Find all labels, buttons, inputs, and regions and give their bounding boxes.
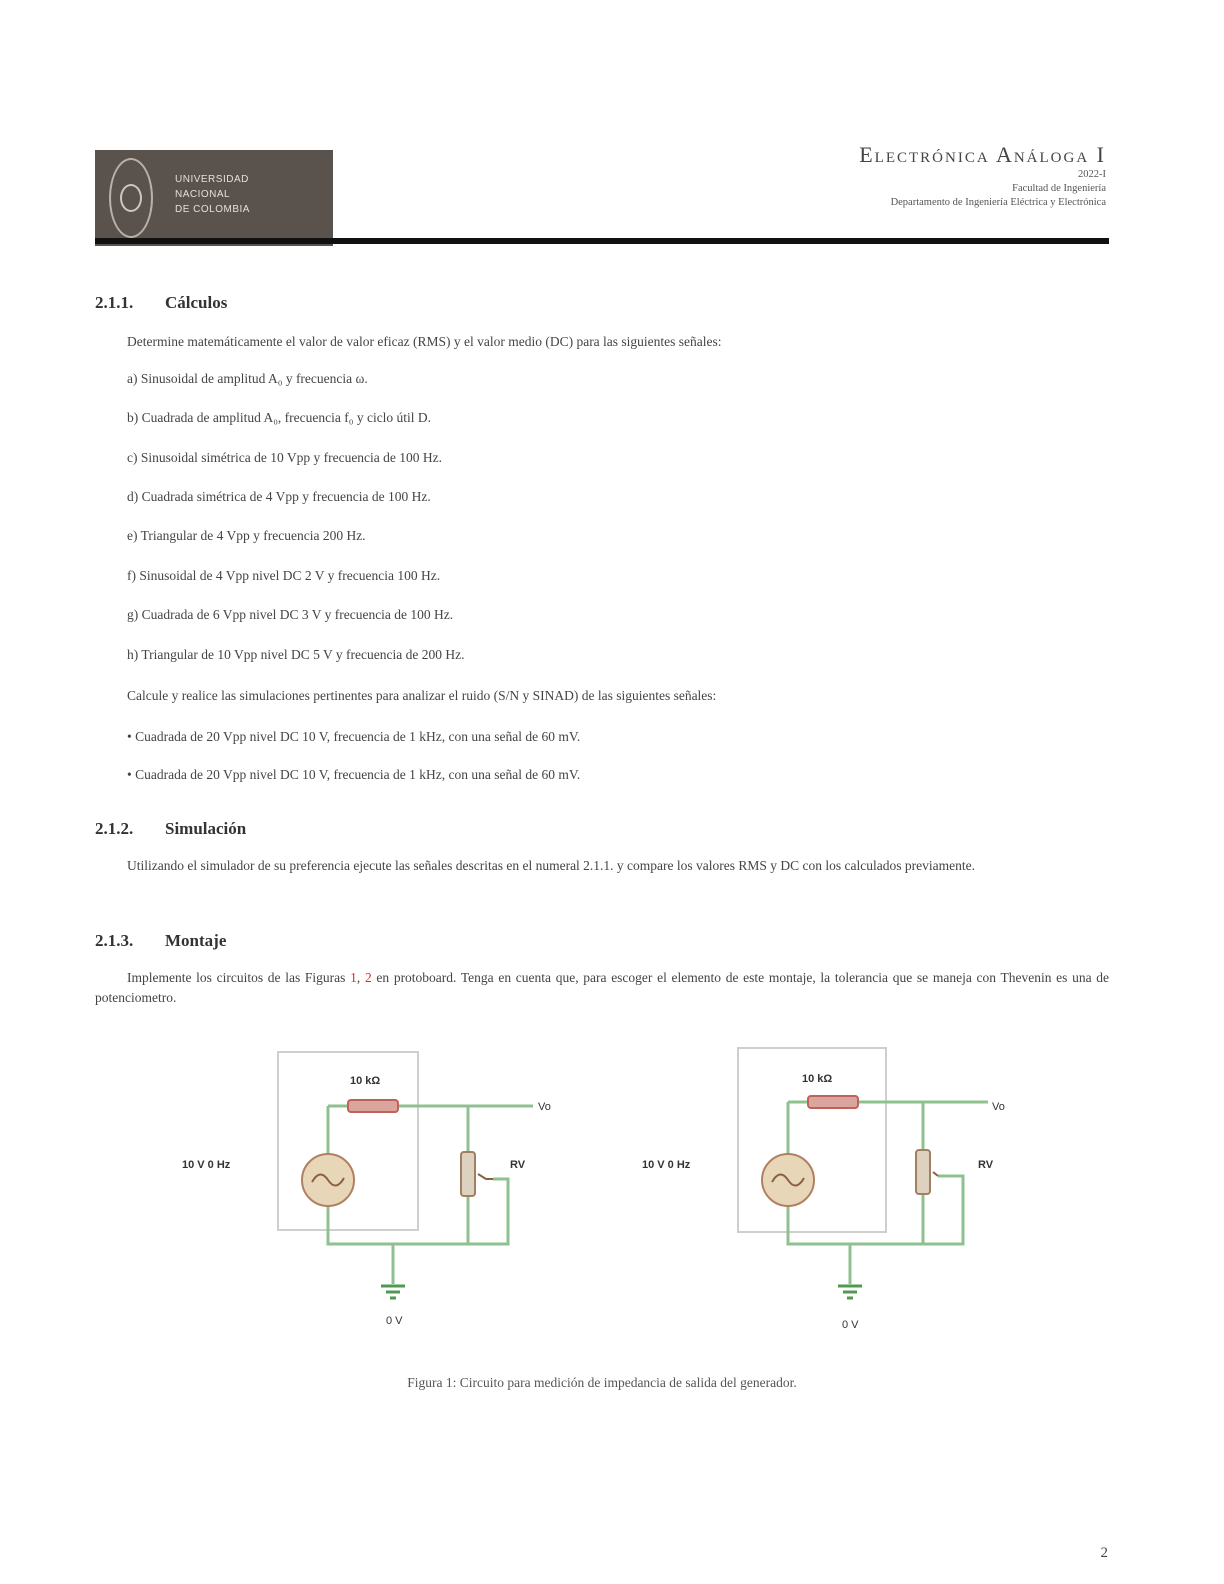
resistor-icon [348,1100,398,1112]
list-item: d) Cuadrada simétrica de 4 Vpp y frecuencia de 100 Hz. [127,489,431,504]
bullet-item: • Cuadrada de 20 Vpp nivel DC 10 V, frecuencia de 1 kHz, con una señal de 60 mV. [127,729,581,744]
calculos-intro: Determine matemáticamente el valor de valor eficaz (RMS) y el valor medio (DC) para las siguientes señales: [127,334,722,349]
list-item: f) Sinusoidal de 4 Vpp nivel DC 2 V y frecuencia 100 Hz. [127,568,441,583]
output-label: Vo [992,1101,1005,1113]
university-logo [95,150,333,246]
generator-box [278,1052,418,1230]
section-heading-simulacion: 2.1.2. Simulación [95,819,247,838]
section-heading-calculos: 2.1.1. Cálculos [95,293,228,312]
logo-text: UNIVERSIDAD NACIONAL DE COLOMBIA [175,174,250,215]
potentiometer-label: RV [978,1159,994,1171]
source-label: 10 V 0 Hz [642,1159,691,1171]
simulacion-text: Utilizando el simulador de su preferencia ejecute las señales descritas en el numeral 2.1.1. y compare los valores RMS y DC con los calculados previamente. [127,858,975,873]
figure-reference-link[interactable]: 1 [350,970,357,985]
output-label: Vo [538,1101,551,1113]
figure-caption: Figura 1: Circuito para medición de impedancia de salida del generador. [407,1375,797,1390]
resistor-icon [808,1096,858,1108]
resistor-label: 10 kΩ [802,1073,833,1085]
circuit-diagram-left [178,1044,578,1344]
montaje-text: Implemente los circuitos de las Figuras 1, 2 en protoboard. Tenga en cuenta que, para escoger el elemento de este montaje, la tolerancia que se maneja con Thevenin es una de potenciometro. [95,970,1109,1005]
circuit-diagram-right [638,1044,1038,1344]
header-semester: 2022-I [1078,169,1106,180]
resistor-label: 10 kΩ [350,1075,381,1087]
bullet-item: • Cuadrada de 20 Vpp nivel DC 10 V, frecuencia de 1 kHz, con una señal de 60 mV. [127,767,581,782]
list-item: b) Cuadrada de amplitud A₀, frecuencia f₀ y ciclo útil D. [127,410,432,425]
section-heading-montaje: 2.1.3. Montaje [95,931,227,950]
source-label: 10 V 0 Hz [182,1159,231,1171]
bullet-icon: • [127,767,136,782]
course-title: Electrónica Análoga I [859,142,1106,167]
document-header [859,142,1106,210]
page-number: 2 [1100,1545,1108,1561]
potentiometer-icon [461,1152,475,1196]
list-item: a) Sinusoidal de amplitud A₀ y frecuencia ω. [127,371,368,386]
potentiometer-icon [916,1150,930,1194]
list-item: g) Cuadrada de 6 Vpp nivel DC 3 V y frecuencia de 100 Hz. [127,607,454,622]
header-rule [95,238,1109,244]
ground-label: 0 V [842,1319,859,1331]
list-item: e) Triangular de 4 Vpp y frecuencia 200 Hz. [127,528,366,543]
university-seal-icon [109,158,153,238]
potentiometer-label: RV [510,1159,526,1171]
list-item: h) Triangular de 10 Vpp nivel DC 5 V y frecuencia de 200 Hz. [127,647,465,662]
list-item: c) Sinusoidal simétrica de 10 Vpp y frecuencia de 100 Hz. [127,450,443,465]
calculos-followup: Calcule y realice las simulaciones pertinentes para analizar el ruido (S/N y SINAD) de las siguientes señales: [127,688,717,703]
header-faculty: Facultad de Ingeniería [1012,183,1106,194]
figure-reference-link[interactable]: 2 [364,970,372,985]
bullet-icon: • [127,729,136,744]
ground-label: 0 V [386,1315,403,1327]
header-department: Departamento de Ingeniería Eléctrica y Electrónica [890,197,1106,208]
